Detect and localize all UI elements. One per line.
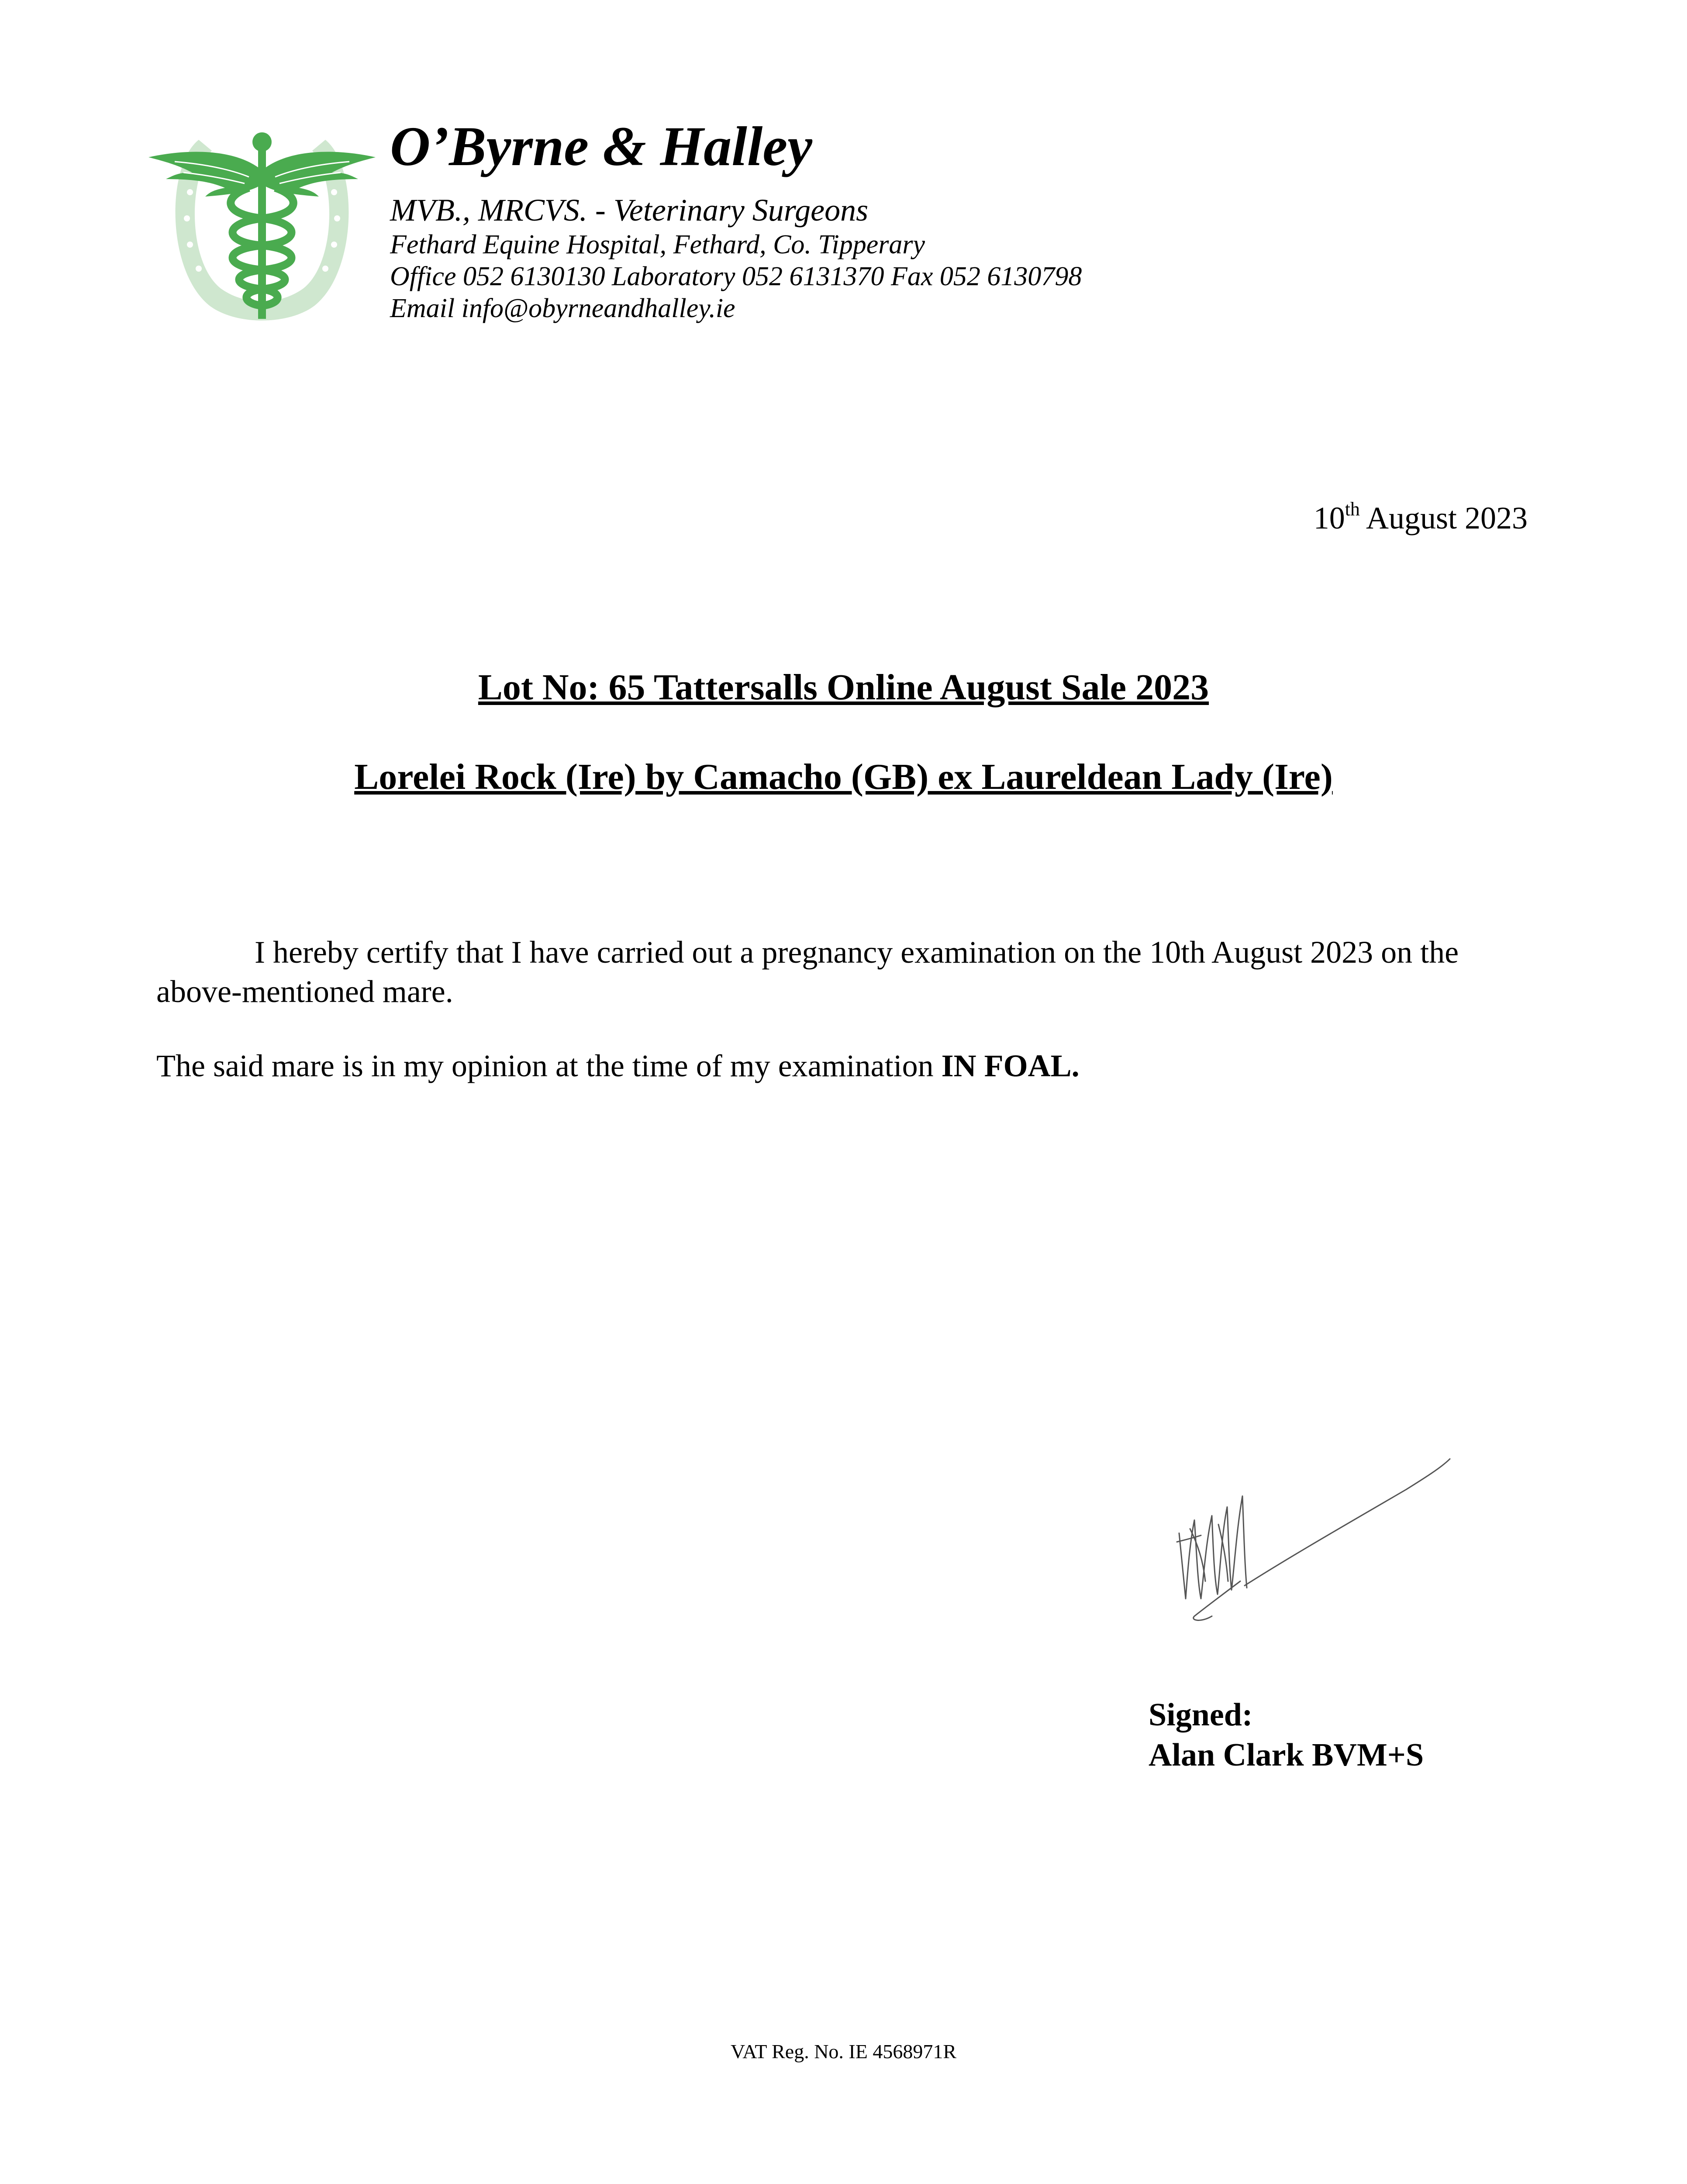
firm-phone-numbers: Office 052 6130130 Laboratory 052 6131370 Fax 052 6130798 [390, 262, 1082, 291]
opinion-paragraph [156, 1046, 1528, 1085]
opinion-text: The said mare is in my opinion at the time of my examination [156, 1048, 942, 1083]
firm-qualifications: MVB., MRCVS. - Veterinary Surgeons [390, 193, 869, 228]
firm-email: Email info@obyrneandhalley.ie [390, 294, 735, 323]
certification-paragraph: I hereby certify that I have carried out a pregnancy examination on the 10th August 2023 on the above-mentioned mare. [156, 935, 1459, 1009]
caduceus-horseshoe-icon [148, 131, 376, 328]
firm-address: Fethard Equine Hospital, Fethard, Co. Tipperary [390, 230, 925, 259]
signed-label: Signed: [1149, 1697, 1253, 1733]
signatory-name: Alan Clark BVM+S [1149, 1737, 1424, 1773]
date-suffix: th [1345, 498, 1360, 520]
vat-registration: VAT Reg. No. IE 4568971R [730, 2040, 957, 2063]
letter-date [1314, 498, 1528, 536]
opinion-result: IN FOAL. [941, 1048, 1080, 1083]
handwritten-signature [1170, 1455, 1459, 1664]
firm-name: O’Byrne & Halley [390, 115, 812, 177]
signature-block [1149, 1695, 1424, 1775]
horse-heading: Lorelei Rock (Ire) by Camacho (GB) ex Laureldean Lady (Ire) [354, 757, 1333, 797]
date-day: 10 [1313, 501, 1345, 536]
date-month-year: August 2023 [1366, 501, 1528, 536]
lot-heading: Lot No: 65 Tattersalls Online August Sale 2023 [478, 667, 1209, 708]
